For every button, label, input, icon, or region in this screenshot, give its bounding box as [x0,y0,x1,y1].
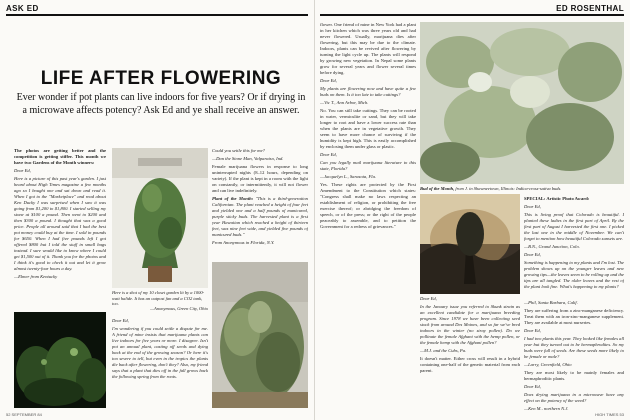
letter-salutation: Dear Ed, [14,168,31,173]
answer-text: Female marijuana flowers in response to long uninterrupted nights (8–12 hours, depending on variety). If the plant is kept in a room with the light on constantly, or intermittently, it will not flower and can live indefinitely. [212,164,308,193]
column-7 [524,300,624,410]
letter-salutation: Dear Ed, [524,328,541,333]
answer-continued: flower. One friend of mine in New York had a plant in her kitchen which was three years old and had never flowered. Usually, marijuana dies after flowering, but this may be due to the climate. Indoors, plants can be revived after flowering by turning the light cycle up. The plants will respond by growing new vegetation. In Nepal some plants grow for several years and flower several times before dying. [320,22,416,75]
letter-body: In the January issue you referred to Skunk strain as an excellent candidate for a marijuana breeding program. Since 1978 we have been collecting seed stock from around Des Moines, and so far we've bred indoors in the winter (no stray pollen). Do we pollinate the female Afghani with the hemp pollen, or the female hemp with the Afghani pollen? [420,304,520,345]
bud-of-month-caption [420,186,624,192]
bud-caption-text: from J. in Shawneetown, Illinois: Indica-cross-sativa buds. [455,186,562,191]
article-deck: Ever wonder if pot plants can live indoors for five years? Or if drying in a microwave affects potency? Ask Ed and ye shall receive an answer. [16,92,306,116]
plant-of-month-signature: From Anonymous in Florida, N.Y. [212,240,275,245]
letter-signature: —Elmer from Kentucky [14,274,58,279]
letter-body: Can you legally mail marijuana literature to this state, Florida? [320,160,416,171]
letter-body: Here is a picture of this past year's garden. I just heard about High Times magazine a few months ago so I bought one and sat down and read it. When I got to the "Marketplace" and read about Ken Ducky I was surprised when I saw it was going from $1,200 to $1,800. I started selling my stone at $100 a pound. Then went to $200 and then $300 a pound. I thought that was a good price. People all around said that I had the best pot money could buy at the time. I sold in pounds for $650. When I had five pounds left I got offered $800 but I told the stuff in small bags instead. I sure would like to know where I could get $1,500 out of it. Thank you for the photos and I think it's good to check it out and let it grow almost twenty-four hours a day. [14,176,106,271]
letter-body: I'm wondering if you could settle a dispute for me. A friend of mine insists that marijuana plants can live indoors for five years or more. I disagree. Isn't pot an annual plant, casting off seeds and dying back at the end of the growing season? Or here it's too severe to tell, but even in the tropics the plants die back after flowering, don't they? Also, my friend says that a plant that dies off in the fall grows back the following spring from the roots. [112,326,208,379]
letter-signature: —M.J. and the Cubs, Pa. [420,348,467,353]
letter-salutation: Dear Ed, [320,152,337,157]
answer-text: No. You can still take cuttings. They can be rooted in water, vermiculite or sand, but they will take longer to root and have a lower success rate than when the plants are in vegetative growth. They seem to have more chance of surviving if the humidity is kept high. This is easily accomplished by enclosing them under glass or plastic. [320,108,416,149]
answer-text: Yes. These rights are protected by the First Amendment to the Constitution which states: "Congress shall make no laws respecting an establishment of religion, or prohibiting the free exercise thereof; or abridging the freedom of speech, or of the press; or the right of the people peaceably to assemble, and to petition the Government for a redress of grievances." [320,182,416,229]
column-6-spacer [420,200,520,201]
bud-caption-label: Bud of the Month, [420,186,455,191]
letter-signature: —Phil, Santa Barbara, Calif. [524,300,578,305]
bud-of-month-photo [420,22,624,184]
colorado-sunset-photo [420,194,520,294]
letter-body: Does drying marijuana in a microwave have any effect on the potency of the weed? [524,392,624,403]
closet-garden-caption: Here is a shot of my 10 closet garden lit by a 1000-watt halide. It has an outpost fan and a CO2 tank, too. [112,290,205,306]
letter-salutation: Dear Ed, [320,78,337,83]
section-tag-left: ASK ED [6,4,39,13]
outdoor-plant-photo [212,262,308,408]
letter-signature: —Vic T., Ann Arbor, Mich. [320,100,369,105]
section-tag-right: ED ROSENTHAL [556,4,624,13]
answer-text: They are most likely to be mainly females and hermaphroditic plants. [524,370,624,381]
column-4 [320,22,416,410]
plant-of-month-label: Plant of the Month: [212,196,254,201]
plant-of-month-text: "This is a third-generation Californian. The plant reached a height of four feet and yielded one and a half pounds of manicured, purple sticky buds. The harvested plant is a first year Hawaiian which reached a height of thirteen feet, was nine feet wide, and yielded five pounds of manicured buds." [212,196,308,237]
letter-signature: —Larry, Greenfield, Ohio [524,362,572,367]
header-rule-right [320,14,624,16]
gutter [314,0,315,420]
letter-body: I had two plants this year. They looked like females all year but they turned out to be hermaphrodites. So my buds were full of seeds. Are these seeds more likely to be female or male? [524,336,624,359]
letter-salutation: Dear Ed, [524,204,541,209]
article-headline: LIFE AFTER FLOWERING [40,68,282,89]
letter-signature: —Dan the Stone Man, Valparaiso, Ind. [212,156,284,161]
column-2 [112,318,208,410]
letter-signature: —Jacquelyn L., Sarasota, Fla. [320,174,377,179]
letter-salutation: Dear Ed, [524,384,541,389]
letter-salutation: Dear Ed, [420,296,437,301]
header-rule-left [6,14,308,16]
letter-body: My plants are flowering now and have quite a few buds on them. Is it too late to take cuttings? [320,86,416,97]
letter-salutation: Dear Ed, [524,252,541,257]
intro-text: The photos are getting better and the competition is getting stiffer. This month we have two Gardens of the Month winners: [14,148,106,165]
letter-body: This is living proof that Colorado is beautiful. I planted these ladies in the first part of April. By the first part of August I harvested the first one. I picked the last one in the middle of November. We can't forget to mention how beautiful Colorado sunsets are. [524,212,624,241]
letter-signature: —Ken M., northern N.J. [524,406,569,410]
column-5 [420,296,520,410]
answer-text: It doesn't matter. Either cross will result in a hybrid containing one-half of the genetic material from each parent. [420,356,520,373]
closet-garden-photo [112,148,208,288]
closet-garden-signature: —Anonymous, Green City, Ohio [150,306,208,311]
special-award-label: SPECIAL: Artistic Photo Award: [524,196,590,201]
answer-text: They are suffering from a zinc-manganese deficiency. Treat them with an iron-zinc-manganese supplement. They are available at most nurseries. [524,308,624,325]
letter-salutation: Dear Ed, [112,318,129,323]
column-3 [212,148,308,260]
garden-night-photo [14,312,106,408]
folio-left: 52 SEPTEMBER 84 [6,412,42,417]
letter-end: Could you settle this for me? [212,148,265,153]
letter-signature: —B.N., Grand Junction, Colo. [524,244,580,249]
folio-right: HIGH TIMES 53 [595,412,624,417]
letter-body: Something is happening to my plants and I'm lost. The problem shows up on the younger leaves and new growing tips—the leaves seem to be rolling up and the tips are all tangled. The older leaves and the rest of the plant look fine. What's happening to my plants? [524,260,624,289]
